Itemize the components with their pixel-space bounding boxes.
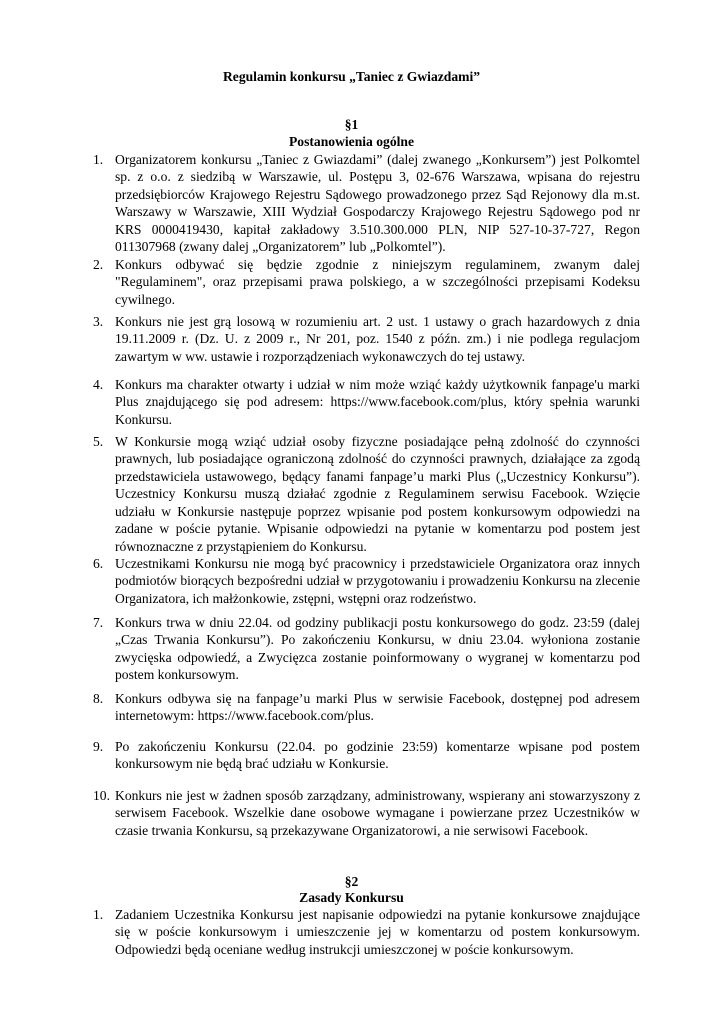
item-text: Organizatorem konkursu „Taniec z Gwiazdami” (dalej zwanego „Konkursem”) jest Polkomtel sp. z o.o. z siedzibą w Warszawie, ul. Postępu 3, 02-676 Warszawa, wpisana do rejestru przedsiębiorców Krajowego Rejestru Sądowego prowadzonego przez Sąd Rejonowy dla m.st. Warszawy w Warszawie, XIII Wydział Gospodarczy Krajowego Rejestru Sądowego pod nr KRS 0000419430, kapitał zakładowy 3.510.300.000 PLN, NIP 527-10-37-727, Regon 011307968 (zwany dalej „Organizatorem” lub „Polkomtel”).	[115, 152, 640, 255]
item-number: 1.	[93, 907, 104, 922]
item-text: Po zakończeniu Konkursu (22.04. po godzinie 23:59) komentarze wpisane pod postem konkursowym nie będą brać udziału w Konkursie.	[115, 739, 640, 772]
section-1-item-3	[93, 313, 640, 365]
item-text: Konkurs nie jest grą losową w rozumieniu art. 2 ust. 1 ustawy o grach hazardowych z dnia 19.11.2009 r. (Dz. U. z 2009 r., Nr 201, poz. 1540 z późn. zm.) i nie podlega regulacjom zawartym w ww. ustawie i rozporządzeniach wykonawczych do tej ustawy.	[115, 314, 640, 364]
item-text: Uczestnikami Konkursu nie mogą być pracownicy i przedstawiciele Organizatora oraz innych podmiotów biorących bezpośredni udział w przygotowaniu i prowadzeniu Konkursu na zlecenie Organizatora, ich małżonkowie, zstępni, wstępni oraz rodzeństwo.	[115, 556, 640, 606]
section-1-item-4	[93, 376, 640, 428]
item-number: 9.	[93, 739, 104, 754]
item-number: 10.	[93, 788, 110, 803]
item-number: 4.	[93, 377, 104, 392]
item-number: 1.	[93, 152, 104, 167]
section-1-item-7	[93, 614, 640, 684]
item-text: Zadaniem Uczestnika Konkursu jest napisanie odpowiedzi na pytanie konkursowe znajdujące się w poście konkursowym i umieszczenie jej w komentarzu od postem konkursowym. Odpowiedzi będą oceniane według instrukcji umieszczonej w poście konkursowym.	[115, 907, 640, 957]
item-number: 7.	[93, 615, 104, 630]
section-1-item-10	[93, 787, 640, 839]
item-number: 2.	[93, 257, 104, 272]
section-1-item-6	[93, 555, 640, 607]
section-1-item-1	[93, 151, 640, 256]
section-1-item-5	[93, 433, 640, 555]
item-number: 5.	[93, 434, 104, 449]
section-1-symbol: §1	[344, 117, 359, 132]
item-number: 6.	[93, 556, 104, 571]
section-2-item-1	[93, 906, 640, 958]
section-1-heading: Postanowienia ogólne	[289, 134, 414, 149]
item-text: W Konkursie mogą wziąć udział osoby fizyczne posiadające pełną zdolność do czynności prawnych, lub posiadające ograniczoną zdolność do czynności prawnych, działające za zgodą przedstawiciela ustawowego, będący fanami fanpage’u marki Plus („Uczestnicy Konkursu”). Uczestnicy Konkursu muszą działać zgodnie z Regulaminem serwisu Facebook. Wzięcie udziału w Konkursie następuje poprzez wpisanie pod postem konkursowym odpowiedzi na zadane w poście pytanie. Wpisanie odpowiedzi na pytanie w komentarzu pod postem jest równoznaczne z przystąpieniem do Konkursu.	[115, 434, 640, 554]
document-title: Regulamin konkursu „Taniec z Gwiazdami”	[222, 69, 481, 84]
item-text: Konkurs nie jest w żadnen sposób zarządzany, administrowany, wspierany ani stowarzyszony z serwisem Facebook. Wszelkie dane osobowe wymagane i powierzane przez Uczestników w czasie trwania Konkursu, są przekazywane Organizatorowi, a nie serwisowi Facebook.	[115, 788, 640, 838]
section-1-item-8	[93, 690, 640, 725]
item-text: Konkurs odbywać się będzie zgodnie z niniejszym regulaminem, zwanym dalej "Regulaminem", oraz przepisami prawa polskiego, a w szczególności przepisami Kodeksu cywilnego.	[115, 257, 640, 307]
item-text: Konkurs ma charakter otwarty i udział w nim może wziąć każdy użytkownik fanpage'u marki Plus znajdującego się pod adresem: https://www.facebook.com/plus, który spełnia warunki Konkursu.	[115, 377, 640, 427]
section-2-symbol: §2	[344, 874, 359, 889]
item-number: 8.	[93, 691, 104, 706]
section-2-heading: Zasady Konkursu	[299, 890, 404, 905]
section-1-item-9	[93, 738, 640, 773]
section-1-item-2	[93, 256, 640, 308]
item-number: 3.	[93, 314, 104, 329]
item-text: Konkurs odbywa się na fanpage’u marki Plus w serwisie Facebook, dostępnej pod adresem internetowym: https://www.facebook.com/plus.	[115, 691, 640, 724]
item-text: Konkurs trwa w dniu 22.04. od godziny publikacji postu konkursowego do godz. 23:59 (dalej „Czas Trwania Konkursu”). Po zakończeniu Konkursu, w dniu 23.04. wyłoniona zostanie zwycięska odpowiedź, a Zwycięzca zostanie poinformowany o wygranej w komentarzu pod postem konkursowym.	[115, 615, 640, 683]
